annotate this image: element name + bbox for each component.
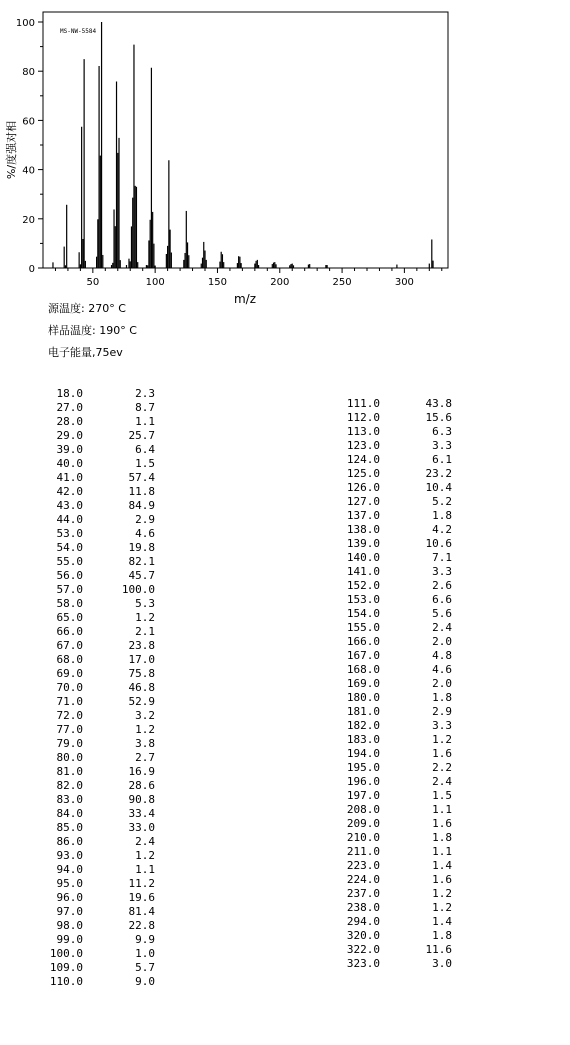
- abundance-value: 4.6: [432, 663, 452, 676]
- abundance-value: 33.4: [128, 807, 155, 820]
- mz-value: 67.0: [56, 639, 83, 652]
- table-row: [47, 723, 155, 737]
- table-row: [344, 621, 452, 635]
- table-row: [47, 751, 155, 765]
- peak-bars: [53, 22, 433, 268]
- table-row: [47, 877, 155, 891]
- abundance-value: 22.8: [128, 919, 155, 932]
- mz-value: 125.0: [346, 467, 380, 480]
- table-row: [344, 425, 452, 439]
- mz-value: 66.0: [56, 625, 83, 638]
- table-row: [47, 583, 155, 597]
- abundance-value: 1.1: [135, 415, 155, 428]
- abundance-value: 1.2: [135, 849, 155, 862]
- abundance-value: 25.7: [128, 429, 155, 442]
- mz-value: 211.0: [346, 845, 380, 858]
- abundance-value: 4.2: [432, 523, 452, 536]
- mz-value: 123.0: [346, 439, 380, 452]
- abundance-value: 8.7: [135, 401, 155, 414]
- abundance-value: 1.5: [135, 457, 155, 470]
- table-row: [344, 957, 452, 971]
- mz-value: 223.0: [346, 859, 380, 872]
- abundance-value: 2.7: [135, 751, 155, 764]
- abundance-value: 9.0: [135, 975, 155, 988]
- table-row: [344, 495, 452, 509]
- abundance-value: 1.4: [432, 859, 452, 872]
- table-row: [344, 789, 452, 803]
- mz-value: 54.0: [56, 541, 83, 554]
- abundance-value: 1.8: [432, 831, 452, 844]
- abundance-value: 3.0: [432, 957, 452, 970]
- abundance-value: 6.1: [432, 453, 452, 466]
- table-row: [47, 429, 155, 443]
- table-row: [344, 705, 452, 719]
- table-row: [344, 439, 452, 453]
- table-row: [344, 929, 452, 943]
- mz-value: 68.0: [56, 653, 83, 666]
- mz-value: 113.0: [346, 425, 380, 438]
- mz-value: 84.0: [56, 807, 83, 820]
- table-row: [344, 803, 452, 817]
- source-temperature: 源温度: 270° C: [48, 302, 126, 315]
- table-row: [344, 901, 452, 915]
- mz-value: 197.0: [346, 789, 380, 802]
- table-row: [344, 873, 452, 887]
- abundance-value: 33.0: [128, 821, 155, 834]
- mz-value: 109.0: [49, 961, 83, 974]
- abundance-value: 75.8: [128, 667, 155, 680]
- abundance-value: 5.2: [432, 495, 452, 508]
- abundance-value: 45.7: [128, 569, 155, 582]
- mz-value: 196.0: [346, 775, 380, 788]
- table-row: [47, 933, 155, 947]
- abundance-value: 1.8: [432, 929, 452, 942]
- table-row: [344, 733, 452, 747]
- table-row: [47, 457, 155, 471]
- abundance-value: 11.2: [128, 877, 155, 890]
- mz-value: 153.0: [346, 593, 380, 606]
- mz-value: 57.0: [56, 583, 83, 596]
- table-row: [47, 863, 155, 877]
- abundance-value: 11.6: [425, 943, 452, 956]
- abundance-value: 2.0: [432, 677, 452, 690]
- y-tick-label: 40: [22, 165, 35, 177]
- table-row: [47, 905, 155, 919]
- mz-value: 69.0: [56, 667, 83, 680]
- mz-value: 224.0: [346, 873, 380, 886]
- table-row: [47, 695, 155, 709]
- table-row: [47, 947, 155, 961]
- mz-value: 86.0: [56, 835, 83, 848]
- mz-value: 97.0: [56, 905, 83, 918]
- table-row: [344, 677, 452, 691]
- abundance-value: 81.4: [128, 905, 155, 918]
- mz-value: 166.0: [346, 635, 380, 648]
- abundance-value: 4.8: [432, 649, 452, 662]
- table-row: [344, 845, 452, 859]
- mz-value: 323.0: [346, 957, 380, 970]
- x-axis-label: m/z: [233, 292, 257, 306]
- mz-value: 112.0: [346, 411, 380, 424]
- table-row: [47, 765, 155, 779]
- table-row: [47, 639, 155, 653]
- table-row: [47, 555, 155, 569]
- abundance-value: 1.0: [135, 947, 155, 960]
- mz-value: 72.0: [56, 709, 83, 722]
- mz-value: 82.0: [56, 779, 83, 792]
- y-tick-label: 80: [22, 67, 35, 79]
- mz-value: 210.0: [346, 831, 380, 844]
- table-row: [47, 471, 155, 485]
- x-tick-label: 250: [332, 277, 352, 288]
- mz-value: 44.0: [56, 513, 83, 526]
- table-row: [344, 523, 452, 537]
- table-row: [344, 397, 452, 411]
- table-row: [47, 527, 155, 541]
- abundance-value: 1.4: [432, 915, 452, 928]
- mz-value: 98.0: [56, 919, 83, 932]
- mz-value: 39.0: [56, 443, 83, 456]
- abundance-value: 46.8: [128, 681, 155, 694]
- mz-value: 169.0: [346, 677, 380, 690]
- table-row: [344, 719, 452, 733]
- abundance-value: 2.9: [135, 513, 155, 526]
- y-tick-label: 100: [15, 18, 35, 29]
- abundance-value: 82.1: [128, 555, 155, 568]
- abundance-value: 6.4: [135, 443, 155, 456]
- mz-value: 99.0: [56, 933, 83, 946]
- table-row: [344, 831, 452, 845]
- table-row: [47, 737, 155, 751]
- abundance-value: 84.9: [128, 499, 155, 512]
- svg-text:%/度强对相: %/度强对相: [5, 120, 18, 180]
- mz-value: 167.0: [346, 649, 380, 662]
- table-row: [47, 513, 155, 527]
- abundance-value: 2.9: [432, 705, 452, 718]
- table-row: [47, 401, 155, 415]
- table-row: [47, 793, 155, 807]
- mz-value: 65.0: [56, 611, 83, 624]
- y-tick-label: 20: [22, 214, 35, 226]
- mz-value: 95.0: [56, 877, 83, 890]
- table-row: [47, 415, 155, 429]
- table-row: [344, 537, 452, 551]
- table-row: [344, 481, 452, 495]
- y-axis: [16, 18, 43, 275]
- mz-value: 80.0: [56, 751, 83, 764]
- table-row: [47, 709, 155, 723]
- abundance-value: 2.4: [135, 835, 155, 848]
- table-row: [344, 761, 452, 775]
- abundance-value: 1.2: [432, 887, 452, 900]
- table-row: [47, 961, 155, 975]
- mz-value: 70.0: [56, 681, 83, 694]
- mz-value: 93.0: [56, 849, 83, 862]
- mz-value: 194.0: [346, 747, 380, 760]
- table-row: [344, 649, 452, 663]
- abundance-value: 1.6: [432, 873, 452, 886]
- abundance-value: 3.3: [432, 565, 452, 578]
- abundance-value: 1.8: [432, 509, 452, 522]
- abundance-value: 28.6: [128, 779, 155, 792]
- mz-value: 155.0: [346, 621, 380, 634]
- abundance-value: 52.9: [128, 695, 155, 708]
- y-tick-label: 0: [28, 264, 35, 275]
- abundance-value: 1.6: [432, 747, 452, 760]
- abundance-value: 3.2: [135, 709, 155, 722]
- abundance-value: 2.4: [432, 621, 452, 634]
- abundance-value: 90.8: [128, 793, 155, 806]
- table-row: [344, 411, 452, 425]
- table-row: [344, 551, 452, 565]
- table-row: [344, 775, 452, 789]
- abundance-value: 7.1: [432, 551, 452, 564]
- abundance-value: 2.0: [432, 635, 452, 648]
- mz-value: 42.0: [56, 485, 83, 498]
- table-row: [344, 747, 452, 761]
- abundance-value: 1.6: [432, 817, 452, 830]
- table-row: [344, 453, 452, 467]
- abundance-value: 1.1: [432, 845, 452, 858]
- abundance-value: 1.8: [432, 691, 452, 704]
- mz-value: 141.0: [346, 565, 380, 578]
- table-row: [344, 593, 452, 607]
- mz-value: 183.0: [346, 733, 380, 746]
- abundance-value: 11.8: [128, 485, 155, 498]
- mz-value: 152.0: [346, 579, 380, 592]
- mz-value: 58.0: [56, 597, 83, 610]
- abundance-value: 5.3: [135, 597, 155, 610]
- mz-value: 43.0: [56, 499, 83, 512]
- abundance-value: 6.6: [432, 593, 452, 606]
- abundance-value: 23.8: [128, 639, 155, 652]
- abundance-value: 100.0: [121, 583, 155, 596]
- abundance-value: 57.4: [128, 471, 155, 484]
- mz-value: 124.0: [346, 453, 380, 466]
- abundance-value: 1.2: [135, 611, 155, 624]
- abundance-value: 1.2: [432, 733, 452, 746]
- table-row: [344, 859, 452, 873]
- abundance-value: 1.2: [432, 901, 452, 914]
- table-row: [47, 485, 155, 499]
- abundance-value: 1.1: [135, 863, 155, 876]
- x-tick-label: 100: [145, 277, 165, 288]
- mz-value: 83.0: [56, 793, 83, 806]
- abundance-value: 10.6: [425, 537, 452, 550]
- mz-value: 237.0: [346, 887, 380, 900]
- abundance-value: 10.4: [425, 481, 452, 494]
- abundance-value: 5.7: [135, 961, 155, 974]
- plot-frame: [43, 12, 448, 268]
- mz-value: 41.0: [56, 471, 83, 484]
- mz-value: 27.0: [56, 401, 83, 414]
- table-row: [47, 499, 155, 513]
- mz-value: 195.0: [346, 761, 380, 774]
- table-row: [344, 887, 452, 901]
- abundance-value: 2.6: [432, 579, 452, 592]
- x-tick-label: 150: [207, 277, 228, 288]
- table-row: [47, 681, 155, 695]
- abundance-value: 4.6: [135, 527, 155, 540]
- mz-value: 71.0: [56, 695, 83, 708]
- abundance-value: 15.6: [425, 411, 452, 424]
- mz-value: 180.0: [346, 691, 380, 704]
- mz-value: 79.0: [56, 737, 83, 750]
- y-tick-label: 60: [22, 116, 35, 128]
- mz-value: 127.0: [346, 495, 380, 508]
- mz-value: 53.0: [56, 527, 83, 540]
- table-row: [344, 943, 452, 957]
- mz-value: 96.0: [56, 891, 83, 904]
- abundance-value: 1.1: [432, 803, 452, 816]
- abundance-value: 23.2: [425, 467, 452, 480]
- table-row: [47, 625, 155, 639]
- mz-value: 55.0: [56, 555, 83, 568]
- table-row: [47, 975, 155, 989]
- table-row: [47, 541, 155, 555]
- mz-value: 40.0: [56, 457, 83, 470]
- table-row: [47, 821, 155, 835]
- mz-value: 56.0: [56, 569, 83, 582]
- mz-value: 168.0: [346, 663, 380, 676]
- mz-value: 77.0: [56, 723, 83, 736]
- abundance-value: 43.8: [425, 397, 452, 410]
- table-row: [344, 565, 452, 579]
- abundance-value: 1.5: [432, 789, 452, 802]
- mz-value: 209.0: [346, 817, 380, 830]
- abundance-value: 2.2: [432, 761, 452, 774]
- mz-value: 28.0: [56, 415, 83, 428]
- table-row: [47, 807, 155, 821]
- table-row: [47, 569, 155, 583]
- mz-value: 139.0: [346, 537, 380, 550]
- mz-value: 100.0: [49, 947, 83, 960]
- mz-value: 154.0: [346, 607, 380, 620]
- mz-value: 138.0: [346, 523, 380, 536]
- abundance-value: 16.9: [128, 765, 155, 778]
- abundance-value: 5.6: [432, 607, 452, 620]
- table-row: [47, 779, 155, 793]
- x-axis: [55, 268, 441, 288]
- mz-value: 238.0: [346, 901, 380, 914]
- x-tick-label: 50: [86, 277, 100, 288]
- table-row: [344, 509, 452, 523]
- mz-value: 94.0: [56, 863, 83, 876]
- table-row: [47, 835, 155, 849]
- table-row: [344, 607, 452, 621]
- abundance-value: 6.3: [432, 425, 452, 438]
- mz-value: 18.0: [56, 387, 83, 400]
- mz-value: 181.0: [346, 705, 380, 718]
- y-axis-label: [4, 121, 18, 179]
- abundance-value: 3.3: [432, 719, 452, 732]
- peak-table-left: [47, 387, 155, 989]
- abundance-value: 3.8: [135, 737, 155, 750]
- table-row: [47, 667, 155, 681]
- sample-temperature: 样品温度: 190° C: [48, 324, 137, 337]
- mz-value: 140.0: [346, 551, 380, 564]
- mz-value: 111.0: [346, 397, 380, 410]
- table-row: [47, 597, 155, 611]
- table-row: [344, 817, 452, 831]
- table-row: [344, 691, 452, 705]
- table-row: [344, 663, 452, 677]
- mz-value: 322.0: [346, 943, 380, 956]
- table-row: [47, 919, 155, 933]
- table-row: [344, 579, 452, 593]
- mz-value: 208.0: [346, 803, 380, 816]
- table-row: [47, 611, 155, 625]
- table-row: [344, 915, 452, 929]
- mz-value: 29.0: [56, 429, 83, 442]
- x-tick-label: 200: [270, 277, 290, 288]
- mz-value: 137.0: [346, 509, 380, 522]
- mz-value: 81.0: [56, 765, 83, 778]
- mz-value: 126.0: [346, 481, 380, 494]
- table-row: [47, 891, 155, 905]
- table-row: [47, 443, 155, 457]
- mz-value: 294.0: [346, 915, 380, 928]
- abundance-value: 2.3: [135, 387, 155, 400]
- table-row: [47, 387, 155, 401]
- table-row: [47, 653, 155, 667]
- abundance-value: 19.8: [128, 541, 155, 554]
- mz-value: 85.0: [56, 821, 83, 834]
- table-row: [47, 849, 155, 863]
- x-tick-label: 300: [394, 277, 414, 288]
- abundance-value: 2.4: [432, 775, 452, 788]
- mz-value: 182.0: [346, 719, 380, 732]
- table-row: [344, 467, 452, 481]
- mz-value: 110.0: [49, 975, 83, 988]
- abundance-value: 19.6: [128, 891, 155, 904]
- mz-value: 320.0: [346, 929, 380, 942]
- abundance-value: 3.3: [432, 439, 452, 452]
- peak-table-right: [344, 397, 452, 971]
- table-row: [344, 635, 452, 649]
- abundance-value: 17.0: [128, 653, 155, 666]
- mass-spectrum-chart: [0, 0, 570, 310]
- abundance-value: 9.9: [135, 933, 155, 946]
- electron-energy: 电子能量,75ev: [48, 346, 123, 359]
- spectrum-code: MS-NW-5584: [60, 28, 97, 35]
- abundance-value: 2.1: [135, 625, 155, 638]
- abundance-value: 1.2: [135, 723, 155, 736]
